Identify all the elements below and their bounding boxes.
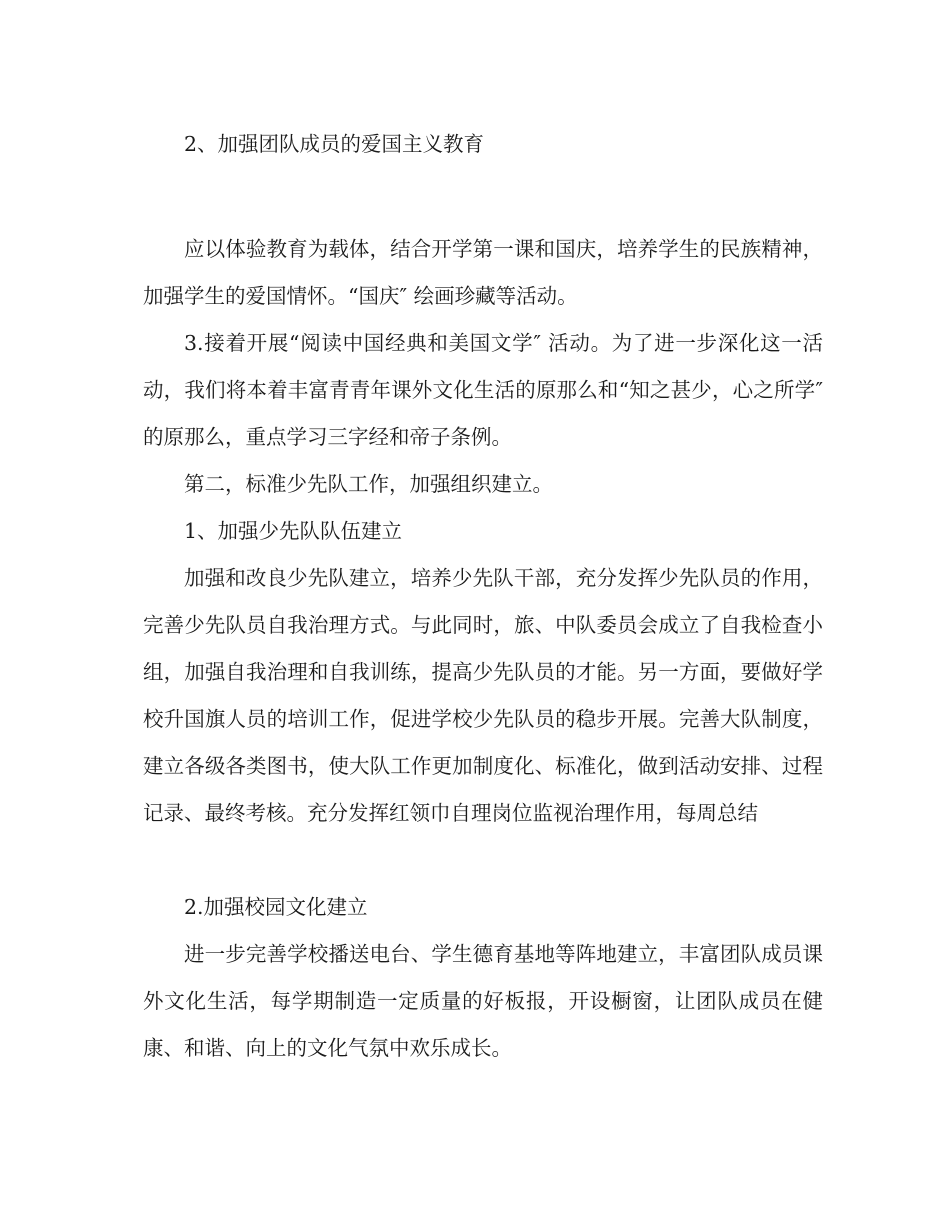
paragraph-team-building: 加强和改良少先队建立，培养少先队干部，充分发挥少先队员的作用，完善少先队员自我治理方式。与此同时，旅、中队委员会成立了自我检查小组，加强自我治理和自我训练，提高少先队员的才能。另一方面，要做好学校升国旗人员的培训工作，促进学校少先队员的稳步开展。完善大队制度，建立各级各类图书，使大队工作更加制度化、标准化，做到活动安排、过程记录、最终考核。充分发挥红领巾自理岗位监视治理作用，每周总结	[143, 566, 823, 825]
paragraph-item-3: 3.接着开展“阅读中国经典和美国文学″ 活动。为了进一步深化这一活动，我们将本着丰富青青年课外文化生活的原那么和“知之甚少，心之所学″ 的原那么，重点学习三字经和帝子条例。	[143, 331, 823, 449]
paragraph-campus-culture: 进一步完善学校播送电台、学生德育基地等阵地建立，丰富团队成员课外文化生活，每学期制造一定质量的好板报，开设橱窗，让团队成员在健康、和谐、向上的文化气氛中欢乐成长。	[143, 942, 823, 1060]
heading-campus-culture: 2.加强校园文化建立	[184, 895, 368, 919]
section-heading-second: 第二，标准少先队工作，加强组织建立。	[184, 472, 553, 496]
paragraph-intro: 应以体验教育为载体，结合开学第一课和国庆，培养学生的民族精神，加强学生的爱国情怀。“国庆″ 绘画珍藏等活动。	[143, 237, 823, 308]
heading-team-building: 1、加强少先队队伍建立	[184, 519, 403, 543]
heading-patriotic-education: 2、加强团队成员的爱国主义教育	[184, 132, 485, 156]
